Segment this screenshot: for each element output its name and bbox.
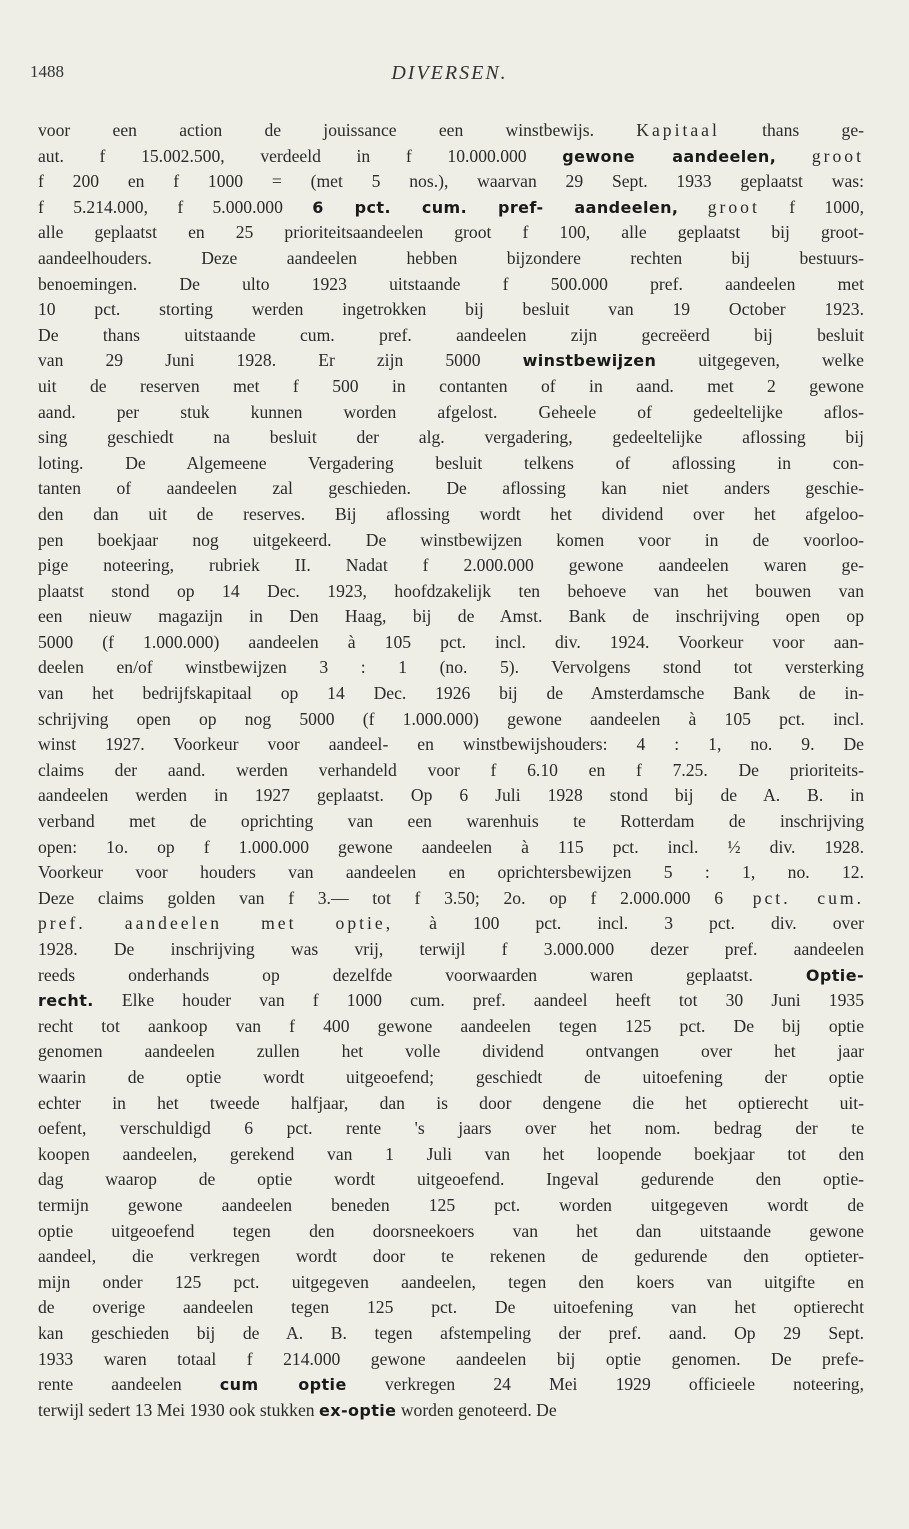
text-run: recht tot aankoop van f 400 gewone aandeelen tegen 125 pct. De bij optie [38, 1015, 864, 1036]
text-line [38, 835, 864, 861]
text-run: koopen aandeelen, gerekend van 1 Juli van het loopende boekjaar tot den [38, 1143, 864, 1164]
emphasis-bold: 6 pct. cum. pref- aandeelen, [312, 197, 679, 217]
text-line [38, 195, 864, 221]
text-run: De thans uitstaande cum. pref. aandeelen zijn gecreëerd bij besluit [38, 324, 864, 345]
text-run: rente aandeelen [38, 1374, 220, 1395]
emphasis-bold: winstbewijzen [522, 351, 657, 371]
emphasis-bold: Optie- [805, 965, 864, 985]
text-run: Deze claims golden van f 3.— tot f 3.50; 2o. op f 2.000.000 [38, 887, 715, 908]
emphasis-bold: ex-optie [318, 1400, 397, 1420]
text-run: benoemingen. De ulto 1923 uitstaande f 500.000 pref. aandeelen met [38, 273, 864, 294]
text-run: alle geplaatst en 25 prioriteitsaandeelen groot f 100, alle geplaatst bij groot- [38, 222, 864, 243]
text-line [38, 1014, 864, 1040]
text-run: 1928. De inschrijving was vrij, terwijl f 3.000.000 dezer pref. aandeelen [38, 939, 864, 959]
text-run: mijn onder 125 pct. uitgegeven aandeelen, tegen den koers van uitgifte en [38, 1271, 864, 1292]
text-run: uit de reserven met f 500 in contanten of in aand. met 2 gewone [38, 375, 864, 396]
text-line [38, 860, 864, 886]
text-line [38, 1116, 864, 1142]
text-run: waarin de optie wordt uitgeoefend; geschiedt de uitoefening der optie [38, 1066, 864, 1087]
text-run: oefent, verschuldigd 6 pct. rente 's jaars over het nom. bedrag der te [38, 1118, 864, 1139]
text-run: loting. De Algemeene Vergadering besluit telkens of aflossing in con- [38, 452, 864, 473]
text-run: pige noteering, rubriek II. Nadat f 2.000.000 gewone aandeelen waren ge- [38, 555, 864, 576]
text-line [38, 502, 864, 528]
text-run: winst 1927. Voorkeur voor aandeel- en winstbewijshouders: 4 : 1, no. 9. De [38, 734, 864, 755]
text-line [38, 425, 864, 451]
body-text [38, 118, 864, 1423]
text-run: à 100 pct. incl. 3 pct. div. over [393, 913, 864, 934]
text-line [38, 681, 864, 707]
text-run: 5000 (f 1.000.000) aandeelen à 105 pct. incl. div. 1924. Voorkeur voor aan- [38, 631, 864, 652]
text-run: aandeelhouders. Deze aandeelen hebben bijzondere rechten bij bestuurs- [38, 247, 864, 268]
text-line [38, 1219, 864, 1245]
text-line [38, 655, 864, 681]
page-header [30, 62, 869, 92]
page-number: 1488 [30, 62, 64, 81]
text-line [38, 579, 864, 605]
text-line [38, 886, 864, 912]
text-run: aandeelen werden in 1927 geplaatst. Op 6 Juli 1928 stond bij de A. B. in [38, 785, 864, 806]
text-line [38, 1039, 864, 1065]
text-line [38, 1398, 864, 1424]
text-line [38, 732, 864, 758]
emphasis-spaced: pref. aandeelen met optie, [38, 913, 394, 934]
text-line [38, 604, 864, 630]
text-run: echter in het tweede halfjaar, dan is door dengene die het optierecht uit- [38, 1092, 864, 1113]
text-line [38, 1065, 864, 1091]
text-line [38, 1244, 864, 1270]
text-run: sing geschiedt na besluit der alg. vergadering, gedeeltelijke aflossing bij [38, 427, 864, 448]
text-line [38, 937, 864, 963]
text-run: f 1000, [759, 196, 864, 217]
text-run: claims der aand. werden verhandeld voor f 6.10 en f 7.25. De prioriteits- [38, 759, 864, 780]
text-line [38, 323, 864, 349]
text-line [38, 1295, 864, 1321]
text-run: aandeel, die verkregen wordt door te rekenen de gedurende den optieter- [38, 1246, 864, 1267]
text-run [776, 146, 812, 166]
text-run: schrijving open op nog 5000 (f 1.000.000) gewone aandeelen à 105 pct. incl. [38, 708, 864, 729]
text-run: terwijl sedert 13 Mei 1930 ook stukken [38, 1399, 319, 1420]
text-run: genomen aandeelen zullen het volle dividend ontvangen over het jaar [38, 1041, 864, 1062]
text-run: een nieuw magazijn in Den Haag, bij de Amst. Bank de inschrijving open op [38, 606, 864, 627]
text-line [38, 707, 864, 733]
text-line [38, 1167, 864, 1193]
text-line [38, 1372, 864, 1398]
text-run: open: 1o. op f 1.000.000 gewone aandeelen à 115 pct. incl. ½ div. 1928. [38, 836, 864, 857]
text-run: Voorkeur voor houders van aandeelen en oprichtersbewijzen 5 : 1, no. 12. [38, 862, 864, 883]
text-run: 1933 waren totaal f 214.000 gewone aandeelen bij optie genomen. De prefe- [38, 1348, 864, 1369]
text-line [38, 783, 864, 809]
text-run: tanten of aandeelen zal geschieden. De aflossing kan niet anders geschie- [38, 478, 864, 499]
text-line [38, 220, 864, 246]
text-line [38, 451, 864, 477]
text-run: dag waarop de optie wordt uitgeoefend. Ingeval gedurende den optie- [38, 1169, 864, 1190]
emphasis-spaced: groot [707, 196, 760, 217]
text-line [38, 118, 864, 144]
text-line [38, 963, 864, 989]
running-title: DIVERSEN. [391, 62, 508, 84]
text-run: Elke houder van f 1000 cum. pref. aandeel heeft tot 30 Juni 1935 [93, 990, 864, 1011]
text-line [38, 272, 864, 298]
text-line [38, 911, 864, 937]
emphasis-bold: gewone aandeelen, [562, 146, 777, 166]
text-run: de overige aandeelen tegen 125 pct. De uitoefening van het optierecht [38, 1297, 864, 1318]
text-line [38, 476, 864, 502]
text-line [38, 400, 864, 426]
text-line [38, 1321, 864, 1347]
text-run: f 200 en f 1000 = (met 5 nos.), waarvan 29 Sept. 1933 geplaatst was: [38, 171, 864, 192]
text-run: termijn gewone aandeelen beneden 125 pct. worden uitgegeven wordt de [38, 1194, 864, 1215]
text-line [38, 1270, 864, 1296]
text-run: worden genoteerd. De [396, 1399, 557, 1420]
text-run: van 29 Juni 1928. Er zijn 5000 [38, 350, 523, 371]
text-line [38, 1347, 864, 1373]
text-line [38, 297, 864, 323]
text-line [38, 553, 864, 579]
text-line [38, 1193, 864, 1219]
text-run: reeds onderhands op dezelfde voorwaarden waren geplaatst. [38, 964, 806, 985]
text-run: plaatst stond op 14 Dec. 1923, hoofdzakelijk ten behoeve van het bouwen van [38, 580, 864, 601]
emphasis-bold: cum optie [219, 1375, 347, 1395]
text-line [38, 1142, 864, 1168]
emphasis-spaced: 6 pct. cum. [714, 887, 864, 908]
text-line [38, 528, 864, 554]
text-line [38, 169, 864, 195]
text-run: den dan uit de reserves. Bij aflossing wordt het dividend over het afgeloo- [38, 503, 864, 524]
text-run [678, 197, 707, 217]
text-line [38, 144, 864, 170]
text-run: verkregen 24 Mei 1929 officieele noteering, [346, 1374, 864, 1395]
text-run: voor een action de jouissance een winstbewijs. [38, 120, 637, 140]
emphasis-spaced: Kapitaal [636, 120, 720, 140]
text-run: thans ge- [719, 120, 864, 140]
text-line [38, 246, 864, 272]
text-line [38, 758, 864, 784]
text-run: uitgegeven, welke [656, 350, 864, 371]
text-line [38, 630, 864, 656]
text-run: 10 pct. storting werden ingetrokken bij besluit van 19 October 1923. [38, 299, 864, 320]
text-line [38, 1091, 864, 1117]
text-run: optie uitgeoefend tegen den doorsneekoers van het dan uitstaande gewone [38, 1220, 864, 1241]
text-line [38, 374, 864, 400]
text-run: aand. per stuk kunnen worden afgelost. Geheele of gedeeltelijke aflos- [38, 401, 864, 422]
emphasis-spaced: groot [811, 145, 864, 166]
text-run: kan geschieden bij de A. B. tegen afstempeling der pref. aand. Op 29 Sept. [38, 1322, 864, 1343]
text-run: aut. f 15.002.500, verdeeld in f 10.000.000 [38, 145, 563, 166]
text-run: van het bedrijfskapitaal op 14 Dec. 1926 bij de Amsterdamsche Bank de in- [38, 683, 864, 704]
text-run: f 5.214.000, f 5.000.000 [38, 196, 313, 217]
text-run: pen boekjaar nog uitgekeerd. De winstbewijzen komen voor in de voorloo- [38, 529, 864, 550]
text-line [38, 348, 864, 374]
text-line [38, 988, 864, 1014]
text-run: verband met de oprichting van een warenhuis te Rotterdam de inschrijving [38, 811, 864, 832]
text-run: deelen en/of winstbewijzen 3 : 1 (no. 5). Vervolgens stond tot versterking [38, 657, 864, 678]
text-line [38, 809, 864, 835]
emphasis-bold: recht. [38, 991, 94, 1011]
